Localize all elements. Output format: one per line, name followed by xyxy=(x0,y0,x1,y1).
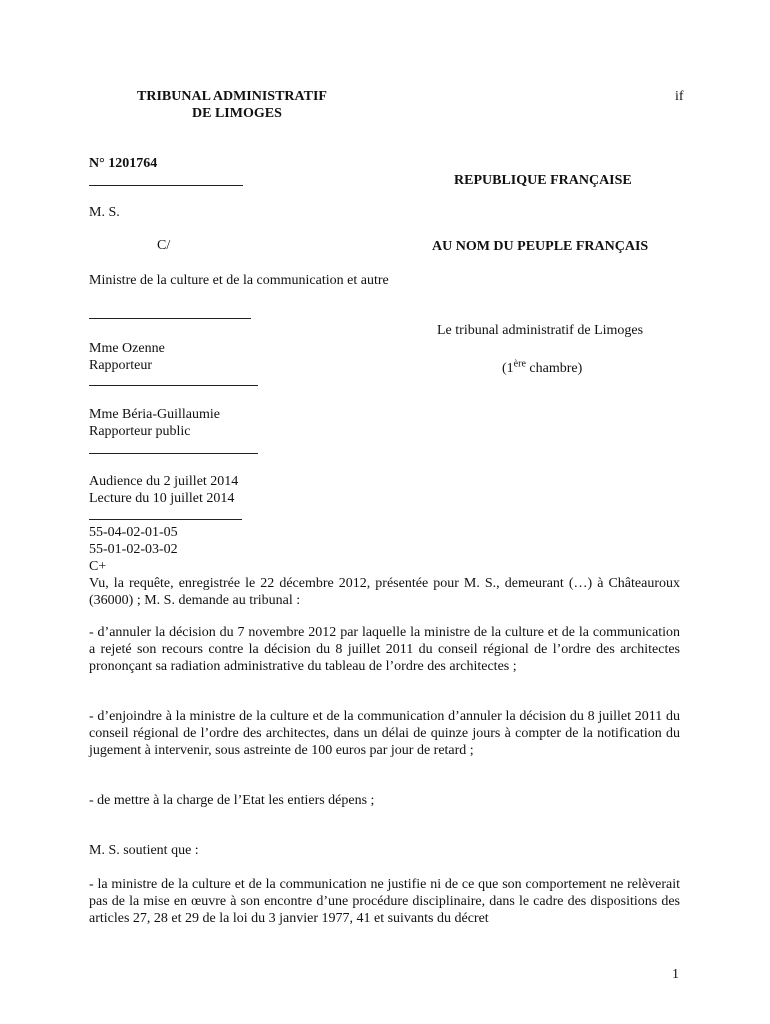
divider xyxy=(89,185,243,186)
divider xyxy=(89,318,251,319)
public-rapporteur-title: Rapporteur public xyxy=(89,424,191,439)
tribunal-line: Le tribunal administratif de Limoges xyxy=(437,323,644,338)
classification-code: 55-01-02-03-02 xyxy=(89,542,178,557)
public-rapporteur-name: Mme Béria-Guillaumie xyxy=(89,407,221,422)
defendant: Ministre de la culture et de la communication et autre xyxy=(89,273,389,288)
divider xyxy=(89,385,258,386)
paragraph-vu: Vu, la requête, enregistrée le 22 décembre 2012, présentée pour M. S., demeurant (…) à Châteauroux (36000) ; M. S. demande au tribunal : xyxy=(89,576,680,608)
paragraph-argument: - la ministre de la culture et de la communication ne justifie ni de ce que son comportement ne relèverait pas de la mise en œuvre à son encontre d’une procédure disciplinaire, dans le cadre des dispositions des articles 27, 28 et 29 de la loi du 3 janvier 1977, 41 et suivants du décret xyxy=(89,877,680,926)
plaintiff: M. S. xyxy=(89,205,120,220)
chamber-line: (1ère chambre) xyxy=(502,358,583,376)
rapporteur-title: Rapporteur xyxy=(89,358,152,373)
corner-mark: if xyxy=(675,89,684,104)
divider xyxy=(89,453,258,454)
paragraph-injunction: - d’enjoindre à la ministre de la culture et de la communication d’annuler la décision du 8 juillet 2011 du conseil régional de l’ordre des architectes, dans un délai de quinze jours à compter de la notification du jugement à intervenir, sous astreinte de 100 euros par jour de retard ; xyxy=(89,709,680,758)
paragraph-annulment: - d’annuler la décision du 7 novembre 2012 par laquelle la ministre de la culture et de la communication a rejeté son recours contre la décision du 8 juillet 2011 du conseil régional de l’ordre des architectes prononçant sa radiation administrative du tableau de l’ordre des architectes ; xyxy=(89,625,680,674)
paragraph-arguments-intro: M. S. soutient que : xyxy=(89,843,199,858)
divider xyxy=(89,519,242,520)
classification-code: 55-04-02-01-05 xyxy=(89,525,178,540)
hearing-date: Audience du 2 juillet 2014 xyxy=(89,474,239,489)
reading-date: Lecture du 10 juillet 2014 xyxy=(89,491,235,506)
rapporteur-name: Mme Ozenne xyxy=(89,341,165,356)
people-heading: AU NOM DU PEUPLE FRANÇAIS xyxy=(432,239,649,254)
paragraph-costs: - de mettre à la charge de l’Etat les entiers dépens ; xyxy=(89,793,375,808)
court-name-line2: DE LIMOGES xyxy=(192,106,282,121)
case-number: N° 1201764 xyxy=(89,156,158,171)
page-number: 1 xyxy=(672,967,679,982)
classification-code: C+ xyxy=(89,559,107,574)
republic-heading: REPUBLIQUE FRANÇAISE xyxy=(454,173,632,188)
versus: C/ xyxy=(157,238,171,253)
court-name-line1: TRIBUNAL ADMINISTRATIF xyxy=(137,89,327,104)
